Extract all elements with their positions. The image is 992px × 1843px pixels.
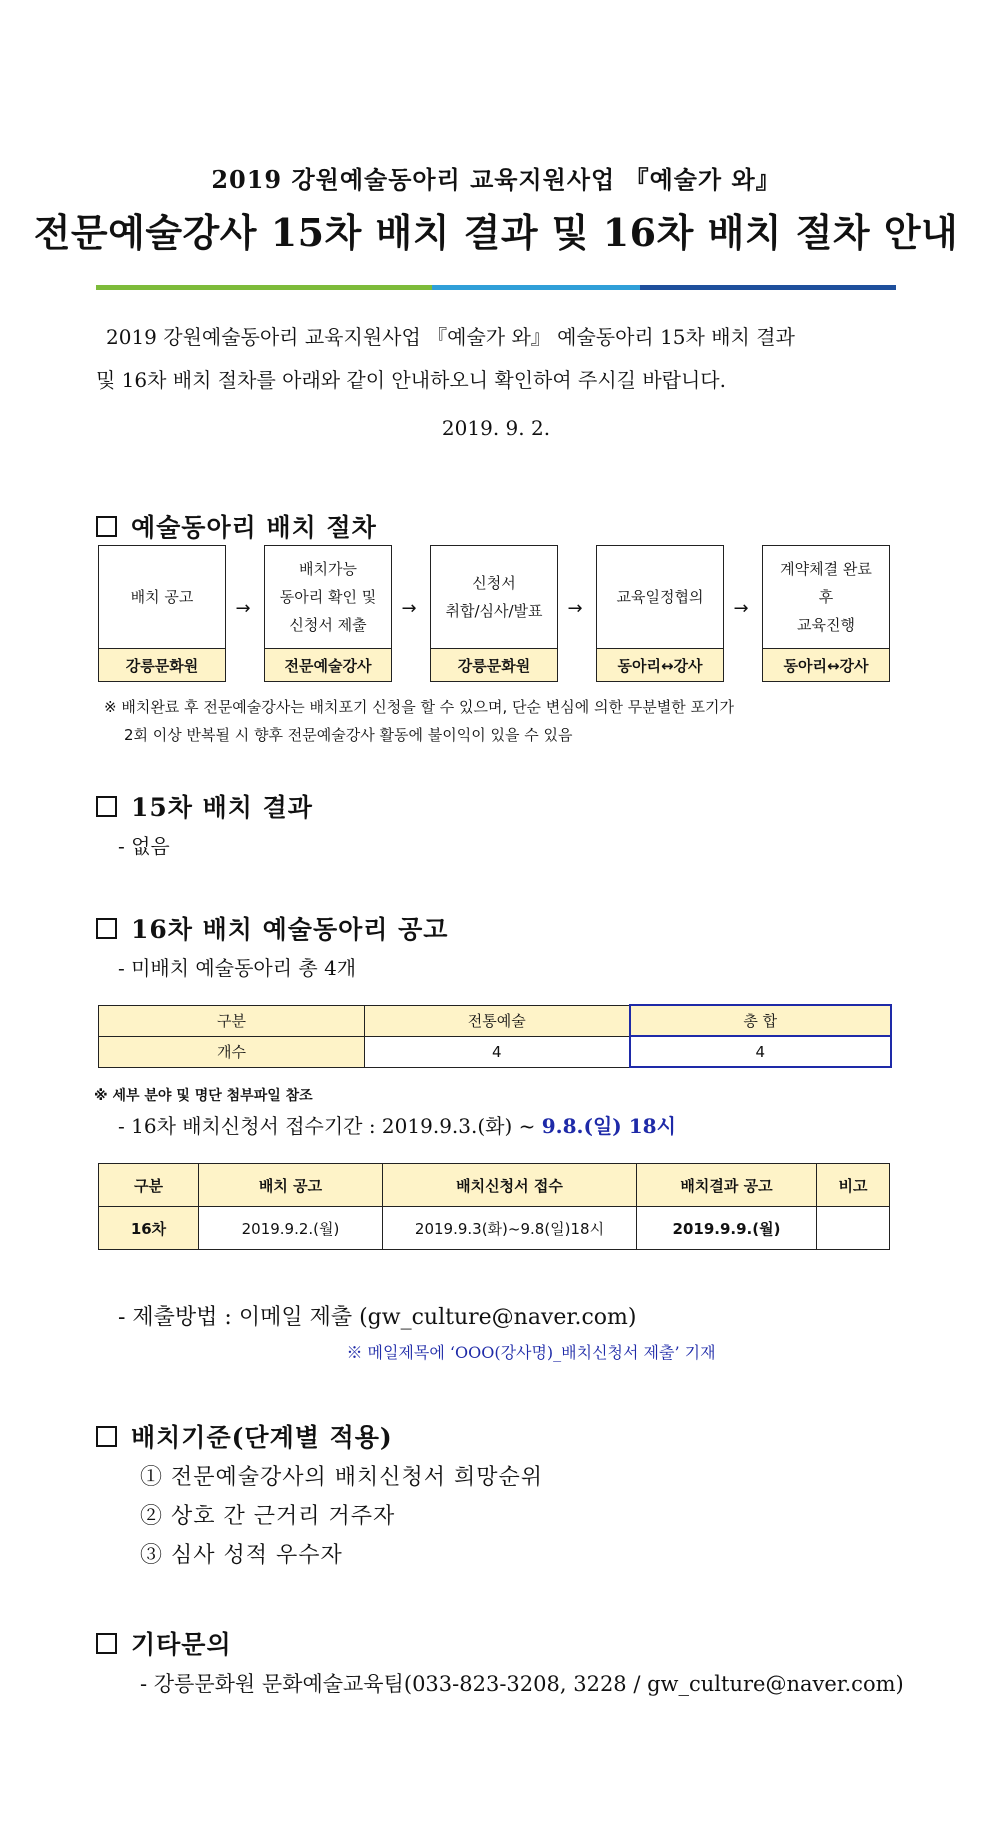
flow-step-text: 계약체결 완료 후 교육진행 — [780, 560, 872, 634]
table-header-cell: 배치결과 공고 — [637, 1164, 817, 1207]
table-header-row — [99, 1005, 892, 1036]
table-cell: 4 — [630, 1036, 892, 1067]
table-header-cell: 구분 — [99, 1005, 365, 1036]
section-heading-text: 예술동아리 배치 절차 — [131, 513, 377, 542]
section-heading-text: 16차 배치 예술동아리 공고 — [131, 915, 449, 944]
application-period-text: - 16차 배치신청서 접수기간 : 2019.9.3.(화) ~ — [118, 1114, 542, 1138]
mail-subject-note: ※ 메일제목에 ‘OOO(강사명)_배치신청서 제출’ 기재 — [346, 1343, 716, 1362]
title-divider — [96, 285, 896, 290]
section-heading-criteria — [96, 1418, 393, 1454]
result-item: - 없음 — [118, 834, 170, 858]
section-heading-text: 기타문의 — [131, 1630, 232, 1659]
intro-line-1: 2019 강원예술동아리 교육지원사업 『예술가 와』 예술동아리 15차 배치 결과 — [106, 325, 795, 349]
right-arrow-icon: → — [401, 598, 417, 619]
checkbox-square-icon — [96, 796, 117, 817]
criteria-item-3: ③ 심사 성적 우수자 — [140, 1543, 343, 1568]
table-header-cell: 전통예술 — [365, 1005, 630, 1036]
table-cell: 2019.9.2.(월) — [199, 1207, 383, 1250]
criteria-item-2: ② 상호 간 근거리 거주자 — [140, 1504, 396, 1529]
right-arrow-icon: → — [235, 598, 251, 619]
flow-step-text: 신청서 취합/심사/발표 — [445, 574, 543, 620]
flow-step-1 — [98, 545, 226, 682]
table-cell: 4 — [365, 1036, 630, 1067]
submission-method: - 제출방법 : 이메일 제출 (gw_culture@naver.com) — [118, 1305, 637, 1330]
section-heading-result — [96, 788, 313, 824]
section-heading-contact — [96, 1625, 232, 1661]
section-heading-procedure — [96, 508, 377, 544]
table-row — [99, 1036, 892, 1067]
checkbox-square-icon — [96, 516, 117, 537]
table-header-cell: 비고 — [817, 1164, 890, 1207]
procedure-note — [104, 693, 904, 749]
document-subtitle: 2019 강원예술동아리 교육지원사업 『예술가 와』 — [211, 165, 781, 194]
attachment-note: ※ 세부 분야 및 명단 첨부파일 참조 — [94, 1088, 313, 1104]
table-cell — [817, 1207, 890, 1250]
flow-step-owner: 전문예술강사 — [265, 648, 391, 681]
checkbox-square-icon — [96, 918, 117, 939]
right-arrow-icon: → — [567, 598, 583, 619]
flow-step-2 — [264, 545, 392, 682]
document-date: 2019. 9. 2. — [441, 416, 551, 440]
table-cell: 2019.9.9.(월) — [637, 1207, 817, 1250]
procedure-note-line-2: 2회 이상 반복될 시 향후 전문예술강사 활동에 불이익이 있을 수 있음 — [124, 726, 573, 744]
table-header-row — [99, 1164, 890, 1207]
criteria-item-1: ① 전문예술강사의 배치신청서 희망순위 — [140, 1465, 544, 1490]
table-header-cell: 배치 공고 — [199, 1164, 383, 1207]
application-deadline: 9.8.(일) 18시 — [541, 1114, 676, 1138]
flow-step-owner: 강릉문화원 — [99, 648, 225, 681]
document-title: 전문예술강사 15차 배치 결과 및 16차 배치 절차 안내 — [33, 210, 959, 255]
announcement-item: - 미배치 예술동아리 총 4개 — [118, 956, 357, 980]
flow-step-3 — [430, 545, 558, 682]
section-heading-text: 배치기준(단계별 적용) — [131, 1423, 393, 1452]
table-header-cell: 배치신청서 접수 — [383, 1164, 637, 1207]
application-period — [118, 1110, 676, 1139]
table-header-cell: 총 합 — [630, 1005, 892, 1036]
flow-step-4 — [596, 545, 724, 682]
checkbox-square-icon — [96, 1633, 117, 1654]
table-row — [99, 1207, 890, 1250]
section-heading-text: 15차 배치 결과 — [131, 793, 313, 822]
checkbox-square-icon — [96, 1426, 117, 1447]
section-heading-announcement — [96, 910, 448, 946]
procedure-note-line-1: ※ 배치완료 후 전문예술강사는 배치포기 신청을 할 수 있으며, 단순 변심에 의한 무분별한 포기가 — [104, 698, 734, 716]
intro-line-2: 및 16차 배치 절차를 아래와 같이 안내하오니 확인하여 주시길 바랍니다. — [96, 368, 726, 392]
flow-step-5 — [762, 545, 890, 682]
flow-step-owner: 동아리↔강사 — [763, 648, 889, 681]
contact-info: - 강릉문화원 문화예술교육팀(033-823-3208, 3228 / gw_culture@naver.com) — [140, 1672, 904, 1696]
flow-step-text: 교육일정협의 — [616, 588, 704, 606]
table-cell: 2019.9.3(화)~9.8(일)18시 — [383, 1207, 637, 1250]
intro-paragraph — [96, 316, 896, 402]
flow-step-text: 배치 공고 — [130, 588, 194, 606]
right-arrow-icon: → — [733, 598, 749, 619]
table-header-cell: 구분 — [99, 1164, 199, 1207]
club-count-table — [98, 1004, 892, 1068]
flow-step-text: 배치가능 동아리 확인 및 신청서 제출 — [279, 560, 377, 634]
flow-step-owner: 동아리↔강사 — [597, 648, 723, 681]
flow-step-owner: 강릉문화원 — [431, 648, 557, 681]
schedule-table — [98, 1163, 890, 1250]
table-cell: 개수 — [99, 1036, 365, 1067]
table-cell: 16차 — [99, 1207, 199, 1250]
